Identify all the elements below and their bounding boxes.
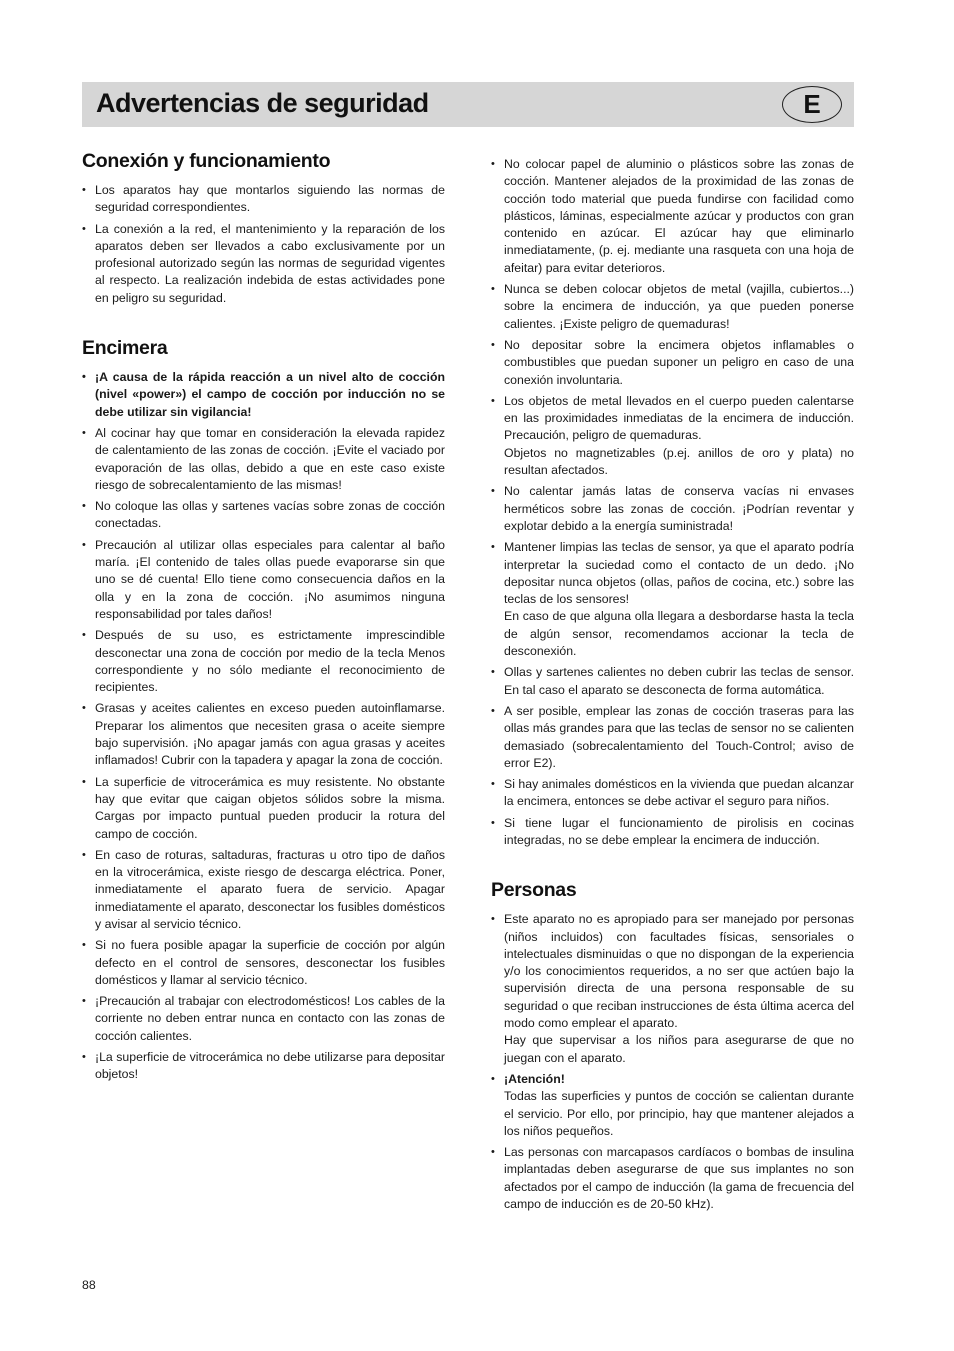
list-item-paragraph: Todas las superficies y puntos de cocción se calientan durante el servicio. Por ello, por principio, hay que mantener alejados a los niños pequeños. xyxy=(504,1089,854,1138)
section-conexion xyxy=(82,150,445,307)
section-heading-conexion: Conexión y funcionamiento xyxy=(82,150,331,172)
list-item: • No coloque las ollas y sartenes vacías sobre zonas de cocción conectadas. xyxy=(82,498,445,533)
encimera-list xyxy=(82,369,445,1084)
list-item-paragraph: • Los objetos de metal llevados en el cuerpo pueden calentarse en las proximidades inmediatas de la encimera de inducción. Precaución, peligro de quemaduras. xyxy=(504,393,854,443)
language-badge: E xyxy=(782,86,842,123)
list-item: • Ollas y sartenes calientes no deben cubrir las teclas de sensor. En tal caso el aparato se desconecta de forma automática. xyxy=(491,664,854,699)
list-item-paragraph: Objetos no magnetizables (p.ej. anillos de oro y plata) no resultan afectados. xyxy=(504,445,854,478)
list-item: • Después de su uso, es estrictamente imprescindible desconectar una zona de cocción por medio de la tecla Menos correspondiente y no sólo mediante el reconocimiento de recipientes. xyxy=(82,627,445,696)
page-number: 88 xyxy=(82,1278,96,1292)
list-item: • No depositar sobre la encimera objetos inflamables o combustibles que puedan suponer un peligro en caso de una conexión involuntaria. xyxy=(491,337,854,389)
list-item: • En caso de roturas, saltaduras, fracturas u otro tipo de daños en la vitrocerámica, existe riesgo de descarga eléctrica. Poner, inmediatamente el aparato fuera de servicio. Apagar inmediatamente el aparato, desconectar los fusibles domésticos y avisar al servicio técnico. xyxy=(82,847,445,933)
right-column xyxy=(491,156,854,1243)
personas-list xyxy=(491,911,854,1213)
list-item: • La superficie de vitrocerámica es muy resistente. No obstante hay que evitar que caigan objetos sólidos sobre la misma. Cargas por impacto puntual pueden producir la rotura del campo de cocción. xyxy=(82,774,445,843)
section-heading-personas: Personas xyxy=(491,879,577,902)
page-title: Advertencias de seguridad xyxy=(96,88,429,118)
list-item: • Precaución al utilizar ollas especiales para calentar al baño maría. ¡El contenido de tales ollas puede evaporarse sin que uno se dé cuenta! Ello tiene como consecuencia daños en la olla y en la zona de cocción. ¡No asumimos ninguna responsabilidad por tales daños! xyxy=(82,537,445,623)
list-item: • No calentar jamás latas de conserva vacías ni envases herméticos sobre las zonas de cocción. ¡Podrían reventar y explotar debido a la energía suministrada! xyxy=(491,483,854,535)
list-item: • Nunca se deben colocar objetos de metal (vajilla, cubiertos...) sobre la encimera de inducción, ya que pueden ponerse calientes. ¡Existe peligro de quemaduras! xyxy=(491,281,854,333)
list-item-attention xyxy=(491,1071,854,1140)
list-item-paragraph: • Este aparato no es apropiado para ser manejado por personas (niños incluidos) con facultades físicas, sensoriales o intelectuales disminuidas o que no dispongan de la experiencia y/o los conocimientos requeridos, a no ser que actúen bajo la supervisión directa de una persona responsable de su seguridad o que reciban instrucciones de ésta última acerca del modo como emplear el aparato. xyxy=(504,912,854,1031)
section-encimera xyxy=(82,337,445,1084)
left-column xyxy=(82,150,445,1114)
list-item: • Si hay animales domésticos en la vivienda que puedan alcanzar la encimera, entonces se debe activar el seguro para niños. xyxy=(491,776,854,811)
conexion-list xyxy=(82,182,445,307)
attention-heading: • ¡Atención! xyxy=(504,1071,565,1086)
list-item-warning: • ¡A causa de la rápida reacción a un nivel alto de cocción (nivel «power») el campo de cocción por inducción no se debe utilizar sin vigilancia! xyxy=(82,369,445,421)
list-item: • Al cocinar hay que tomar en consideración la elevada rapidez de calentamiento de las zonas de cocción. ¡Evite el vaciado por evaporación de las ollas, debido a que en este caso existe riesgo de sobrecalentamiento de las mismas! xyxy=(82,425,445,494)
list-item xyxy=(491,911,854,1067)
encimera-list-continued xyxy=(491,156,854,849)
list-item: • ¡La superficie de vitrocerámica no debe utilizarse para depositar objetos! xyxy=(82,1049,445,1084)
list-item xyxy=(491,539,854,660)
list-item-paragraph: En caso de que alguna olla llegara a desbordarse hasta la tecla de algún sensor, recomendamos accionar la tecla de desconexión. xyxy=(504,609,854,659)
list-item xyxy=(491,393,854,479)
section-heading-encimera: Encimera xyxy=(82,337,168,360)
list-item: • Si no fuera posible apagar la superficie de cocción por algún defecto en el control de sensores, desconectar los fusibles domésticos y llamar al servicio técnico. xyxy=(82,937,445,989)
list-item: • Los aparatos hay que montarlos siguiendo las normas de seguridad correspondientes. xyxy=(82,182,445,217)
list-item-paragraph: Hay que supervisar a los niños para asegurarse de que no juegan con el aparato. xyxy=(504,1033,854,1065)
list-item-paragraph: • Mantener limpias las teclas de sensor, ya que el aparato podría interpretar la suciedad como el contacto de un dedo. ¡No depositar nunca objetos (ollas, paños de cocina, etc.) sobre las teclas de los sensores! xyxy=(504,540,854,607)
list-item: • No colocar papel de aluminio o plásticos sobre las zonas de cocción. Mantener alejados de la proximidad de las zonas de cocción todo material que pueda fundirse con facilidad como plásticos, láminas, especialmente azúcar y productos con gran contenido en azúcar. El azúcar hay que eliminarlo inmediatamente, (p. ej. mediante una rasqueta con una hoja de afeitar) para evitar deterioros. xyxy=(491,156,854,277)
list-item: • La conexión a la red, el mantenimiento y la reparación de los aparatos deben ser llevados a cabo exclusivamente por un profesional autorizado según las normas de seguridad vigentes al respecto. La realización indebida de estas actividades pone en peligro su seguridad. xyxy=(82,221,445,307)
list-item: • Grasas y aceites calientes en exceso pueden autoinflamarse. Preparar los alimentos que necesiten grasa o aceite siempre bajo supervisión. ¡No apagar jamás con agua grasas y aceites inflamados! Cubrir con la tapadera y apagar la zona de cocción. xyxy=(82,700,445,769)
list-item: • Si tiene lugar el funcionamiento de pirolisis en cocinas integradas, no se debe emplear la encimera de inducción. xyxy=(491,815,854,850)
section-personas xyxy=(491,879,854,1213)
header-bar xyxy=(82,82,854,127)
list-item: • Las personas con marcapasos cardíacos o bombas de insulina implantadas deben asegurarse de que sus implantes no son afectados por el campo de inducción (la gama de frecuencia del campo de inducción es de 20-50 kHz). xyxy=(491,1144,854,1213)
list-item: • ¡Precaución al trabajar con electrodomésticos! Los cables de la corriente no deben entrar nunca en contacto con las zonas de cocción calientes. xyxy=(82,993,445,1045)
list-item: • A ser posible, emplear las zonas de cocción traseras para las ollas más grandes para que las teclas de sensor no se calienten demasiado (sobrecalentamiento del Touch-Control; aviso de error E2). xyxy=(491,703,854,772)
